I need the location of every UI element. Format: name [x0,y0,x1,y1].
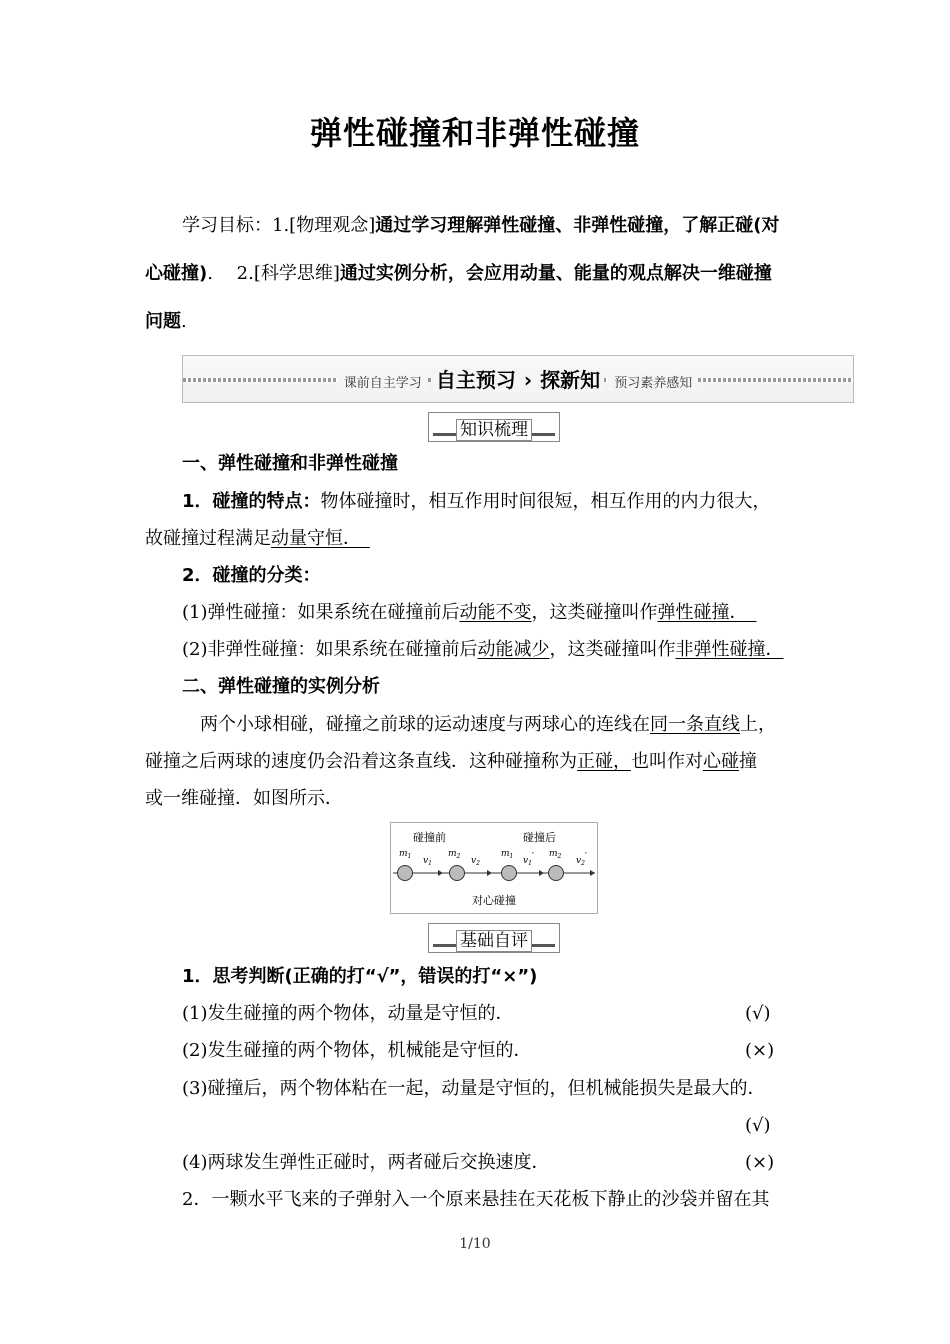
judge-mark-2: (×) [745,1040,775,1061]
s2-p2-fill1: 正碰， [577,751,631,772]
ball-1-before [398,866,413,881]
judge-item-4: (4)两球发生弹性正碰时，两者碰后交换速度． [182,1152,550,1173]
arrow-icon-1 [438,870,443,876]
item1-text2: 故碰撞过程满足 [145,528,271,549]
label-after: 碰撞后 [523,831,556,844]
tag2-label: 基础自评 [456,930,532,952]
sub1-fill1: 动能不变 [459,602,532,623]
item1-label: 1．碰撞的特点： [182,491,321,512]
section1-heading: 一、弹性碰撞和非弹性碰撞 [182,453,398,474]
judge-item-3: (3)碰撞后，两个物体粘在一起，动量是守恒的，但机械能损失是最大的． [182,1078,766,1099]
s2-p1-a: 两个小球相碰，碰撞之前球的运动速度与两球心的连线在 [200,714,650,735]
label-v2: $v_2$ [471,856,480,867]
label-m1-after: $m_1$ [501,849,514,860]
label-v2-after: $v_2'$ [576,852,587,867]
banner-main: 自主预习 [432,368,520,392]
sub2-fill2: 非弹性碰撞． [675,639,784,660]
judge-item-1: (1)发生碰撞的两个物体，动量是守恒的． [182,1003,514,1024]
s2-p2-a: 碰撞之后两球的速度仍会沿着这条直线．这种碰撞称为 [145,751,577,772]
question-2: 2．一颗水平飞来的子弹射入一个原来悬挂在天花板下静止的沙袋并留在其 [182,1189,770,1210]
item1-fill-pad [352,528,370,549]
label-m1: $m_1$ [399,849,412,860]
sub1-pad [739,602,757,623]
label-before: 碰撞前 [413,831,446,844]
s2-p1-fill: 同一条直线 [650,714,740,735]
banner-left: 课前自主学习 [338,376,428,391]
tag-label-wrap [429,415,559,440]
sub1-a: (1)弹性碰撞：如果系统在碰撞前后 [182,602,460,623]
section2-p1 [200,713,776,737]
arrow-icon-3 [539,870,544,876]
section1-item1 [182,490,771,514]
page-number: 1/10 [459,1236,491,1252]
judge-mark-3: (√) [745,1115,771,1136]
ball-2-before [450,866,465,881]
section1-sub1 [182,601,757,625]
sub2-b: ，这类碰撞叫作 [549,639,676,660]
objectives-label-2: . 2.[科学思维] [207,263,340,284]
figure-caption: 对心碰撞 [472,894,516,907]
item1-text: 物体碰撞时，相互作用时间很短，相互作用的内力很大， [320,491,771,512]
section2-p2 [145,750,757,774]
s2-p2-c: 撞 [739,751,757,772]
s2-p1-b: 上， [740,714,776,735]
s2-p2-b: 也叫作对 [631,751,703,772]
page-title: 弹性碰撞和非弹性碰撞 [309,114,640,152]
arrow-icon-4 [590,870,595,876]
objectives-text-3: 通过实例分析，会应用动量、能量的观点解决一维碰撞 [339,263,772,284]
judge-mark-4: (×) [745,1152,775,1173]
s2-p2-fill2: 心碰 [703,751,739,772]
tag2-label-wrap [429,926,559,951]
item1-fill: 动量守恒． [271,528,352,549]
label-m2-after: $m_2$ [549,849,562,860]
arrow-icon-2 [487,870,492,876]
objectives-line-3 [145,310,187,334]
banner-right: 预习素养感知 [608,376,698,391]
banner-row [183,364,853,393]
section-banner [182,355,854,403]
collision-figure [390,822,598,914]
q1-text: (正确的打“√”，错误的打“×”) [284,966,538,987]
label-v1-after: $v_1'$ [523,852,534,867]
objectives-line-2 [145,262,772,286]
section2-p3: 或一维碰撞．如图所示． [145,788,343,809]
banner-arrow-icon: › [520,368,536,392]
judge-mark-1: (√) [745,1003,771,1024]
tag-label: 知识梳理 [456,419,532,441]
section2-heading: 二、弹性碰撞的实例分析 [182,676,380,697]
tag-self-check [428,923,560,953]
objectives-text-2: 心碰撞) [145,263,208,284]
section1-item2: 2．碰撞的分类： [182,565,321,586]
question-1 [182,965,537,989]
objectives-line-1 [182,214,779,238]
sub2-fill1: 动能减少 [477,639,550,660]
ball-1-after [502,866,517,881]
sub2-a: (2)非弹性碰撞：如果系统在碰撞前后 [182,639,478,660]
sub1-b: ，这类碰撞叫作 [531,602,658,623]
collision-diagram [391,823,597,913]
objectives-end: . [181,311,187,332]
ball-2-after [549,866,564,881]
label-m2: $m_2$ [448,849,461,860]
objectives-text-1: 通过学习理解弹性碰撞、非弹性碰撞，了解正碰(对 [375,215,780,236]
objectives-prefix: 学习目标：1.[物理观念] [182,215,376,236]
q1-label: 1．思考判断 [182,966,285,987]
tag-knowledge [428,412,560,442]
banner-main-2: 探新知 [536,368,604,392]
objectives-text-4: 问题 [145,311,181,332]
sub1-fill2: 弹性碰撞． [657,602,739,623]
section1-item1-cont [145,527,370,551]
judge-item-2: (2)发生碰撞的两个物体，机械能是守恒的． [182,1040,532,1061]
label-v1: $v_1$ [423,856,432,867]
section1-sub2 [182,638,784,662]
